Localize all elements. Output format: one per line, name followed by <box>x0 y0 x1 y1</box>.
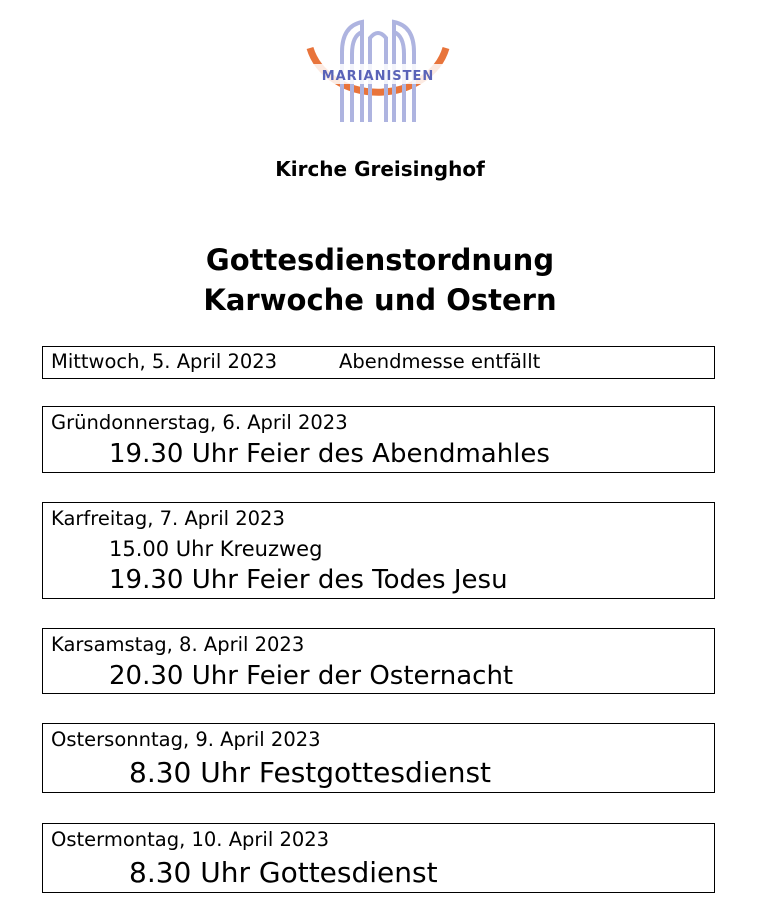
church-name: Kirche Greisinghof <box>275 157 485 181</box>
day-label: Karfreitag, 7. April 2023 <box>51 507 285 530</box>
event-item: 15.00 Uhr Kreuzweg <box>109 537 323 561</box>
day-label: Mittwoch, 5. April 2023 <box>51 350 278 373</box>
logo-text: MARIANISTEN <box>321 69 435 84</box>
event-item: 8.30 Uhr Festgottesdienst <box>129 756 492 789</box>
event-item: 19.30 Uhr Feier des Abendmahles <box>109 439 550 469</box>
day-label: Karsamstag, 8. April 2023 <box>51 633 305 656</box>
event-item: 20.30 Uhr Feier der Osternacht <box>109 661 514 691</box>
event-item: 8.30 Uhr Gottesdienst <box>129 856 438 889</box>
page-title-line2: Karwoche und Ostern <box>203 283 557 317</box>
schedule-box-ostersonntag <box>42 723 715 793</box>
schedule-box-karsamstag <box>42 628 715 694</box>
day-label: Gründonnerstag, 6. April 2023 <box>51 411 348 434</box>
page-title-line1: Gottesdienstordnung <box>205 243 555 277</box>
day-label: Ostersonntag, 9. April 2023 <box>51 728 321 751</box>
schedule-box-karfreitag <box>42 502 715 599</box>
day-note: Abendmesse entfällt <box>339 350 541 373</box>
schedule-box-mittwoch <box>42 346 715 379</box>
marianisten-logo <box>290 18 466 130</box>
day-label: Ostermontag, 10. April 2023 <box>51 828 330 851</box>
schedule-box-gruendonnerstag <box>42 406 715 473</box>
schedule-box-ostermontag <box>42 823 715 893</box>
event-item: 19.30 Uhr Feier des Todes Jesu <box>109 565 508 595</box>
